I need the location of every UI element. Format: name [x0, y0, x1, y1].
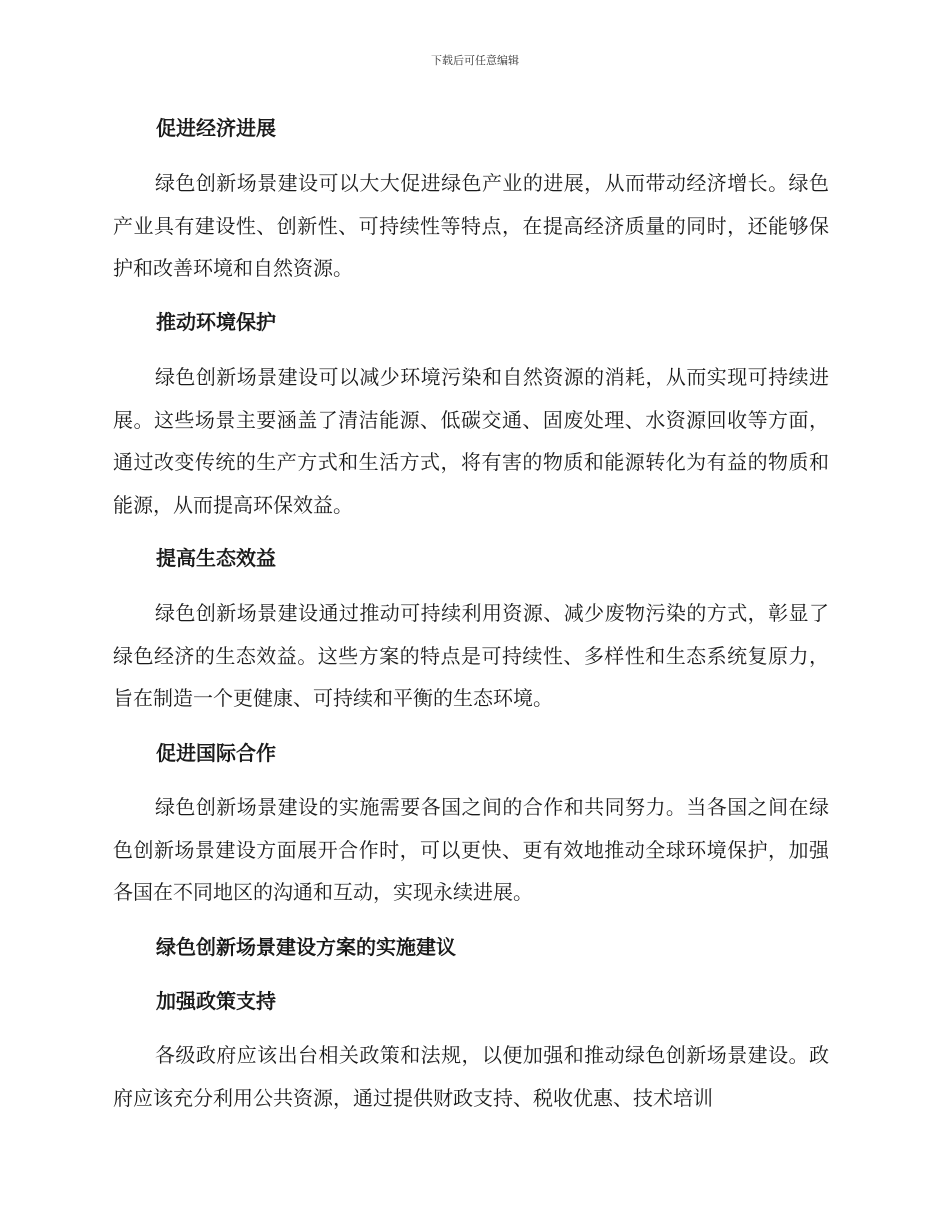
section-heading: 促进经济进展 — [156, 116, 276, 140]
section-paragraph: 绿色创新场景建设的实施需要各国之间的合作和共同努力。当各国之间在绿色创新场景建设方面展开合作时，可以更快、更有效地推动全球环境保护，加强各国在不同地区的沟通和互动，实现永续进展。 — [113, 795, 829, 904]
section-heading: 加强政策支持 — [156, 989, 276, 1013]
section-paragraph: 绿色创新场景建设可以减少环境污染和自然资源的消耗，从而实现可持续进展。这些场景主要涵盖了清洁能源、低碳交通、固废处理、水资源回收等方面，通过改变传统的生产方式和生活方式，将有害的物质和能源转化为有益的物质和能源，从而提高环保效益。 — [113, 365, 829, 517]
section-heading: 绿色创新场景建设方案的实施建议 — [156, 935, 456, 959]
section-heading: 提高生态效益 — [156, 546, 276, 570]
section-paragraph: 绿色创新场景建设可以大大促进绿色产业的进展，从而带动经济增长。绿色产业具有建设性、创新性、可持续性等特点，在提高经济质量的同时，还能够保护和改善环境和自然资源。 — [113, 171, 829, 280]
page-header: 下载后可任意编辑 — [431, 54, 519, 67]
section-heading: 促进国际合作 — [156, 741, 276, 765]
section-paragraph: 绿色创新场景建设通过推动可持续利用资源、减少废物污染的方式，彰显了绿色经济的生态效益。这些方案的特点是可持续性、多样性和生态系统复原力，旨在制造一个更健康、可持续和平衡的生态环境。 — [113, 601, 829, 710]
section-paragraph: 各级政府应该出台相关政策和法规，以便加强和推动绿色创新场景建设。政府应该充分利用公共资源，通过提供财政支持、税收优惠、技术培训 — [113, 1043, 829, 1110]
section-heading: 推动环境保护 — [156, 310, 276, 334]
